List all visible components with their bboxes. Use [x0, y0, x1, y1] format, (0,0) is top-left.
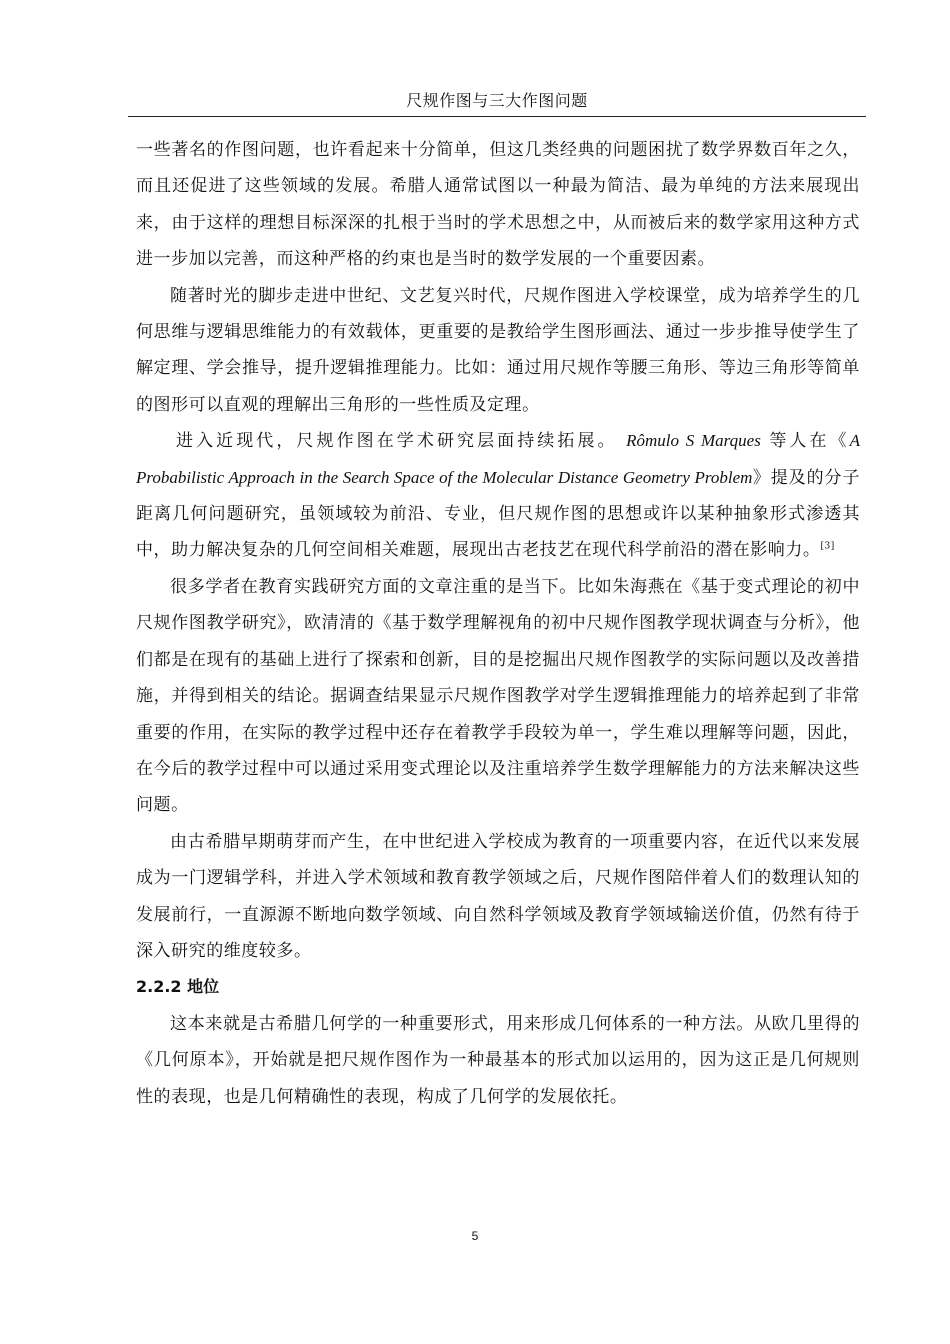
- paragraph-3-lead: 进入近现代，尺规作图在学术研究层面持续拓展。: [176, 431, 627, 452]
- cited-work-title: A Probabilistic Approach in the Search Space of the Molecular Distance Geometry Problem: [136, 431, 861, 487]
- paragraph-3: [136, 423, 860, 569]
- paragraph-6: 这本来就是古希腊几何学的一种重要形式，用来形成几何体系的一种方法。从欧几里得的《几何原本》，开始就是把尺规作图作为一种最基本的形式加以运用的，因为这正是几何规则性的表现，也是几何精确性的表现，构成了几何学的发展依托。: [136, 1013, 860, 1107]
- document-body: [136, 132, 860, 1115]
- paragraph-4: 很多学者在教育实践研究方面的文章注重的是当下。比如朱海燕在《基于变式理论的初中尺规作图教学研究》，欧清清的《基于数学理解视角的初中尺规作图教学现状调查与分析》，他们都是在现有的基础上进行了探索和创新，目的是挖掘出尺规作图教学的实际问题以及改善措施，并得到相关的结论。据调查结果显示尺规作图教学对学生逻辑推理能力的培养起到了非常重要的作用，在实际的教学过程中还存在着教学手段较为单一，学生难以理解等问题，因此，在今后的教学过程中可以通过采用变式理论以及注重培养学生数学理解能力的方法来解决这些问题。: [136, 576, 860, 816]
- paragraph-3-tail: 》提及的分子距离几何问题研究，虽领域较为前沿、专业，但尺规作图的思想或许以某种抽象形式渗透其中，助力解决复杂的几何空间相关难题，展现出古老技艺在现代科学前沿的潜在影响力。: [136, 467, 860, 561]
- page-header: [128, 90, 866, 117]
- paragraph-1: 一些著名的作图问题，也许看起来十分简单，但这几类经典的问题困扰了数学界数百年之久，而且还促进了这些领域的发展。希腊人通常试图以一种最为简洁、最为单纯的方法来展现出来，由于这样的理想目标深深的扎根于当时的学术思想之中，从而被后来的数学家用这种方式进一步加以完善，而这种严格的约束也是当时的数学发展的一个重要因素。: [136, 140, 860, 270]
- paragraph-2: 随著时光的脚步走进中世纪、文艺复兴时代，尺规作图进入学校课堂，成为培养学生的几何思维与逻辑思维能力的有效载体，更重要的是教给学生图形画法、通过一步步推导使学生了解定理、学会推导，提升逻辑推理能力。比如：通过用尺规作等腰三角形、等边三角形等简单的图形可以直观的理解出三角形的一些性质及定理。: [136, 285, 860, 415]
- section-heading: 2.2.2 地位: [136, 977, 220, 997]
- author-name: Rômulo S Marques: [626, 431, 761, 451]
- paragraph-5: 由古希腊早期萌芽而产生，在中世纪进入学校成为教育的一项重要内容，在近代以来发展成为一门逻辑学科，并进入学术领域和教育教学领域之后，尺规作图陪伴着人们的数理认知的发展前行，一直源源不断地向数学领域、向自然科学领域及教育学领域输送价值，仍然有待于深入研究的维度较多。: [136, 831, 860, 961]
- page-number: 5: [471, 1229, 479, 1243]
- header-title: 尺规作图与三大作图问题: [406, 91, 588, 110]
- citation-marker: [3]: [820, 541, 835, 552]
- paragraph-3-mid: 等人在《: [760, 431, 850, 452]
